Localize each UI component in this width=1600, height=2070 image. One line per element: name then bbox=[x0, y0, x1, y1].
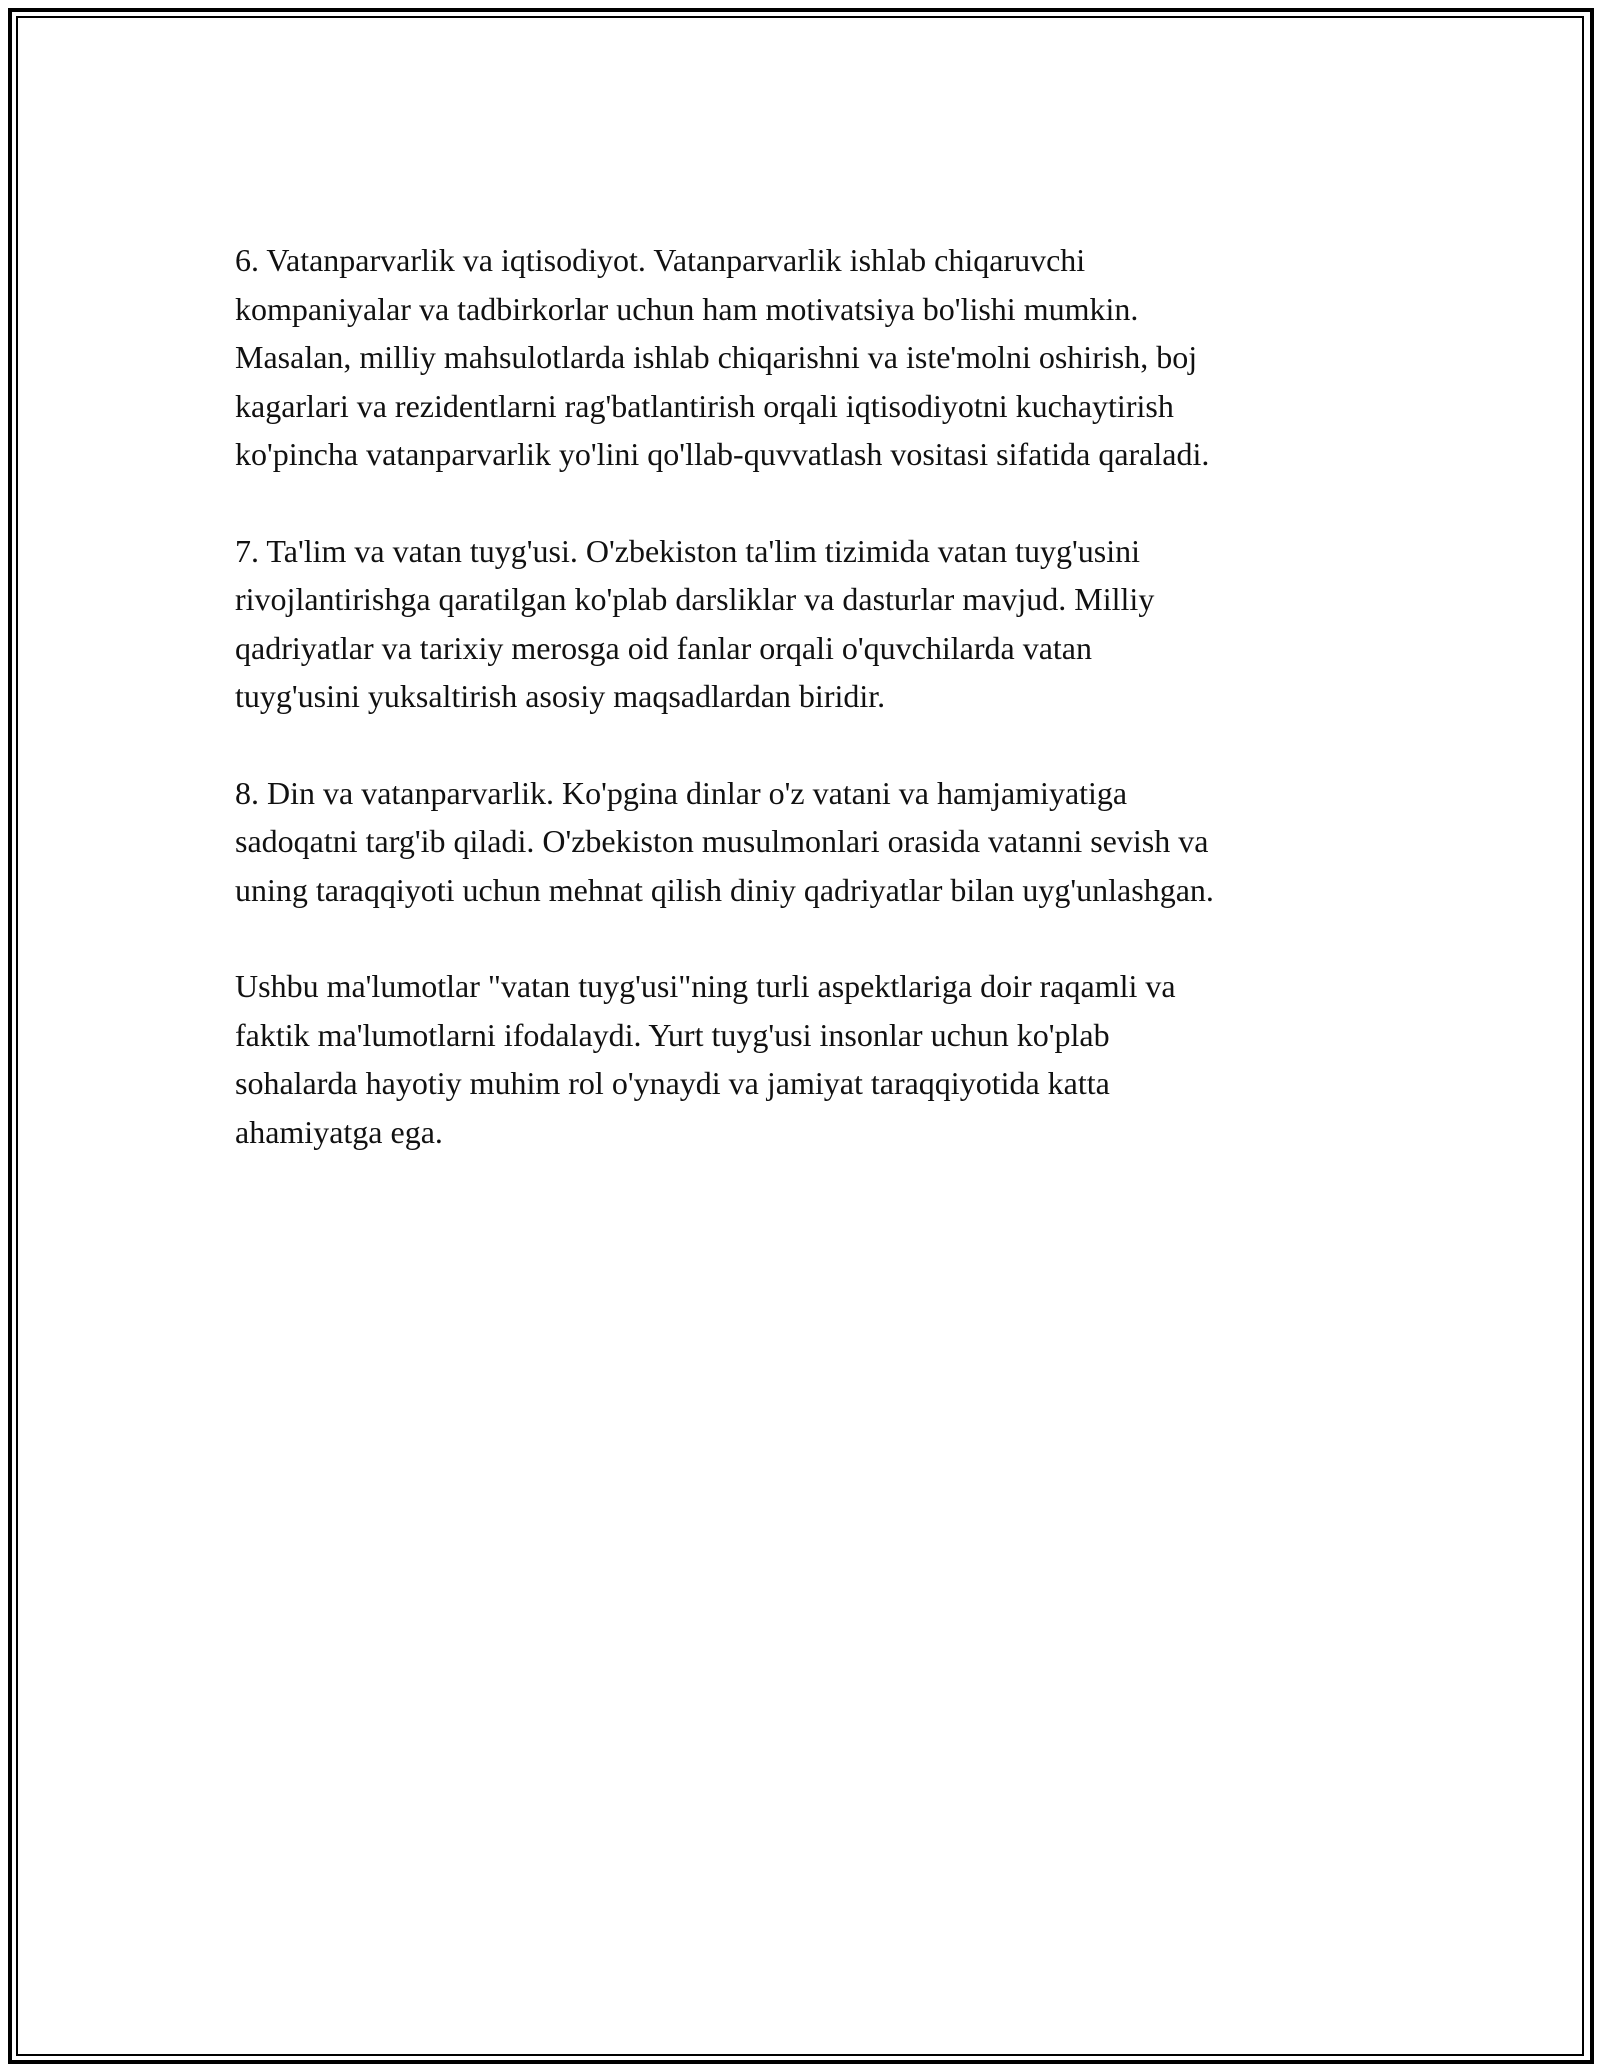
text-line: ahamiyatga ega. bbox=[235, 1113, 443, 1150]
text-line: sohalarda hayotiy muhim rol o'ynaydi va jamiyat taraqqiyotida katta bbox=[235, 1065, 1110, 1101]
text-line: ko'pincha vatanparvarlik yo'lini qo'llab-quvvatlash vositasi sifatida qaraladi. bbox=[235, 436, 1210, 472]
text-line: 7. Ta'lim va vatan tuyg'usi. O'zbekiston ta'lim tizimida vatan tuyg'usini bbox=[235, 532, 1140, 569]
paragraph-conclusion bbox=[235, 962, 1375, 1156]
text-line: sadoqatni targ'ib qiladi. O'zbekiston musulmonlari orasida vatanni sevish va bbox=[235, 823, 1209, 859]
text-line: uning taraqqiyoti uchun mehnat qilish diniy qadriyatlar bilan uyg'unlashgan. bbox=[235, 871, 1214, 908]
paragraph-education bbox=[235, 527, 1375, 721]
text-line: kompaniyalar va tadbirkorlar uchun ham motivatsiya bo'lishi mumkin. bbox=[235, 290, 1139, 327]
text-line: kagarlari va rezidentlarni rag'batlantirish orqali iqtisodiyotni kuchaytirish bbox=[235, 387, 1174, 424]
text-line: Masalan, milliy mahsulotlarda ishlab chiqarishni va iste'molni oshirish, boj bbox=[235, 339, 1198, 375]
text-line: rivojlantirishga qaratilgan ko'plab darsliklar va dasturlar mavjud. Milliy bbox=[235, 581, 1155, 617]
paragraph-economy bbox=[235, 236, 1375, 479]
document-body bbox=[235, 236, 1375, 1204]
text-line: faktik ma'lumotlarni ifodalaydi. Yurt tuyg'usi insonlar uchun ko'plab bbox=[235, 1016, 1110, 1053]
text-line: tuyg'usini yuksaltirish asosiy maqsadlardan biridir. bbox=[235, 678, 886, 714]
paragraph-religion bbox=[235, 769, 1375, 915]
text-line: qadriyatlar va tarixiy merosga oid fanlar orqali o'quvchilarda vatan bbox=[235, 629, 1092, 666]
text-line: Ushbu ma'lumotlar "vatan tuyg'usi"ning turli aspektlariga doir raqamli va bbox=[235, 968, 1176, 1004]
text-line: 8. Din va vatanparvarlik. Ko'pgina dinlar o'z vatani va hamjamiyatiga bbox=[235, 774, 1128, 811]
text-line: 6. Vatanparvarlik va iqtisodiyot. Vatanparvarlik ishlab chiqaruvchi bbox=[235, 242, 1086, 278]
